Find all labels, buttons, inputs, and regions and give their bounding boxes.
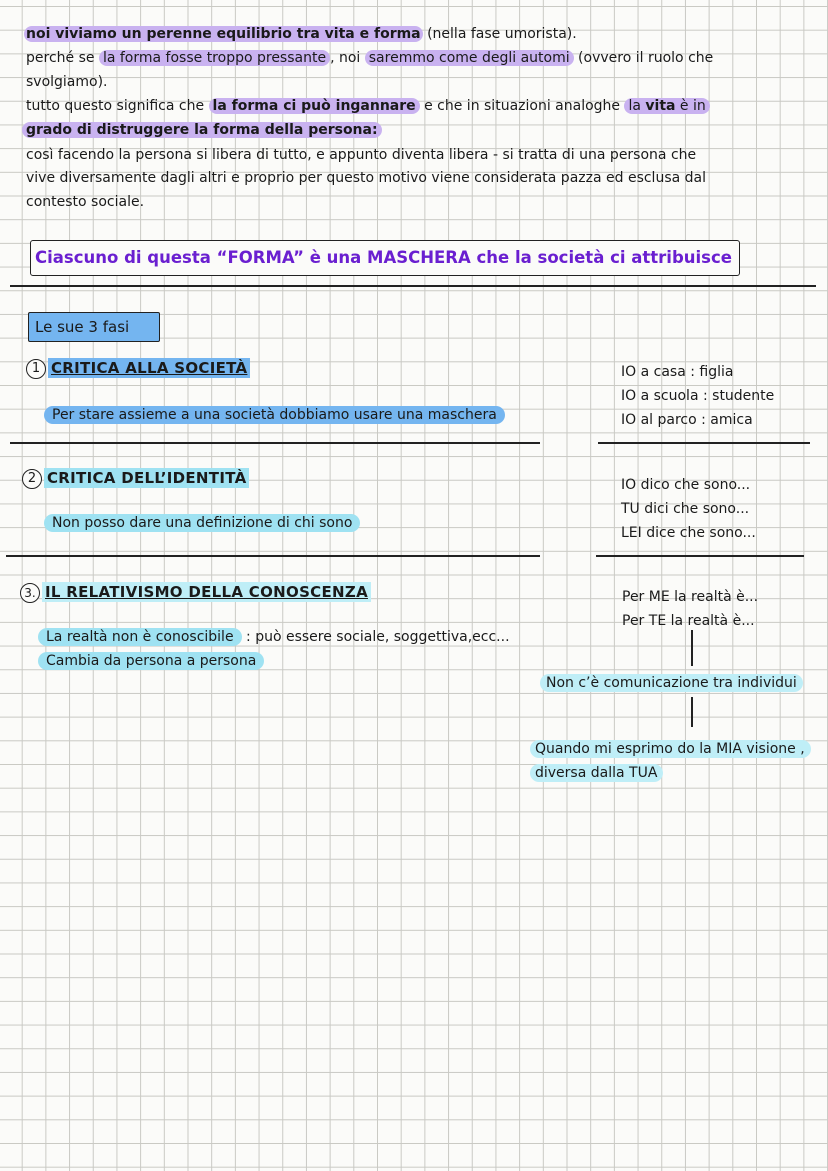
phase-2-side-item: LEI dice che sono...: [621, 525, 756, 541]
phase-3-note-2: Cambia da persona a persona: [38, 651, 264, 671]
highlight-automi: saremmo come degli automi: [365, 50, 574, 66]
phase-3-flow-2a: Quando mi esprimo do la MIA visione ,: [530, 739, 811, 759]
phase-2-side-item: IO dico che sono...: [621, 477, 751, 493]
divider-1: [10, 285, 816, 287]
intro-line-3: svolgiamo).: [26, 74, 108, 90]
phase-1-side-list: [621, 360, 774, 432]
intro-line-4: tutto questo significa che la forma ci può ingannare e che in situazioni analoghe la vita è in: [26, 96, 710, 116]
phase-3-number: 3.: [20, 583, 40, 603]
phase-1-note: Per stare assieme a una società dobbiamo usare una maschera: [44, 405, 505, 425]
phase-1-number: 1: [26, 359, 46, 379]
phase-2-heading: [22, 468, 249, 489]
flow-connector-2: [691, 697, 693, 727]
phase-3-side-item: Per TE la realtà è...: [622, 613, 755, 629]
mask-box: [30, 240, 740, 276]
phase-3-side-list: [622, 585, 758, 633]
phase-1-heading: [26, 358, 250, 379]
intro-line-1: noi viviamo un perenne equilibrio tra vita e forma (nella fase umorista).: [26, 26, 577, 42]
divider-3-right: [596, 555, 804, 557]
divider-2-left: [10, 442, 540, 444]
intro-bold-phrase: noi viviamo un perenne equilibrio tra vita e forma: [26, 26, 421, 42]
phase-2-side-item: TU dici che sono...: [621, 501, 750, 517]
phases-box: [28, 312, 160, 342]
divider-3-left: [6, 555, 540, 557]
phase-1-side-item: IO a scuola : studente: [621, 388, 775, 404]
phase-3-side-item: Per ME la realtà è...: [622, 589, 759, 605]
divider-2-right: [598, 442, 810, 444]
intro-line-2: perché se la forma fosse troppo pressante , noi saremmo come degli automi (ovvero il ruolo che: [26, 50, 714, 66]
intro-line-5: grado di distruggere la forma della persona:: [22, 120, 382, 140]
phase-1-title: CRITICA ALLA SOCIETÀ: [48, 358, 250, 378]
phase-3-flow-2b: diversa dalla TUA: [530, 763, 663, 783]
phase-3-title: IL RELATIVISMO DELLA CONOSCENZA: [42, 582, 371, 602]
phase-3-heading: [20, 582, 371, 603]
intro-line-8: contesto sociale.: [26, 194, 145, 210]
phase-2-note: Non posso dare una definizione di chi sono: [44, 513, 360, 533]
mask-statement: Ciascuno di questa “FORMA” è una MASCHERA che la società ci attribuisce: [35, 248, 732, 267]
flow-connector-1: [691, 630, 693, 666]
highlight-forma-inganna: la forma ci può ingannare: [209, 98, 420, 114]
phase-3-note-1: La realtà non è conoscibile : può essere sociale, soggettiva,ecc...: [38, 627, 510, 647]
phase-1-side-item: IO a casa : figlia: [621, 364, 734, 380]
highlight-forma-pressante: la forma fosse troppo pressante: [99, 50, 330, 66]
phase-2-side-list: [621, 473, 756, 545]
intro-line-7: vive diversamente dagli altri e proprio per questo motivo viene considerata pazza ed esclusa dal: [26, 170, 706, 186]
phase-1-side-item: IO al parco : amica: [621, 412, 753, 428]
phase-2-title: CRITICA DELL’IDENTITÀ: [44, 468, 249, 488]
phase-2-number: 2: [22, 469, 42, 489]
highlight-vita: la vita è in: [624, 98, 709, 114]
intro-line-6: così facendo la persona si libera di tutto, e appunto diventa libera - si tratta di una persona che: [26, 147, 697, 163]
phase-3-flow-1: Non c’è comunicazione tra individui: [540, 673, 803, 693]
phases-title: Le sue 3 fasi: [35, 318, 130, 336]
